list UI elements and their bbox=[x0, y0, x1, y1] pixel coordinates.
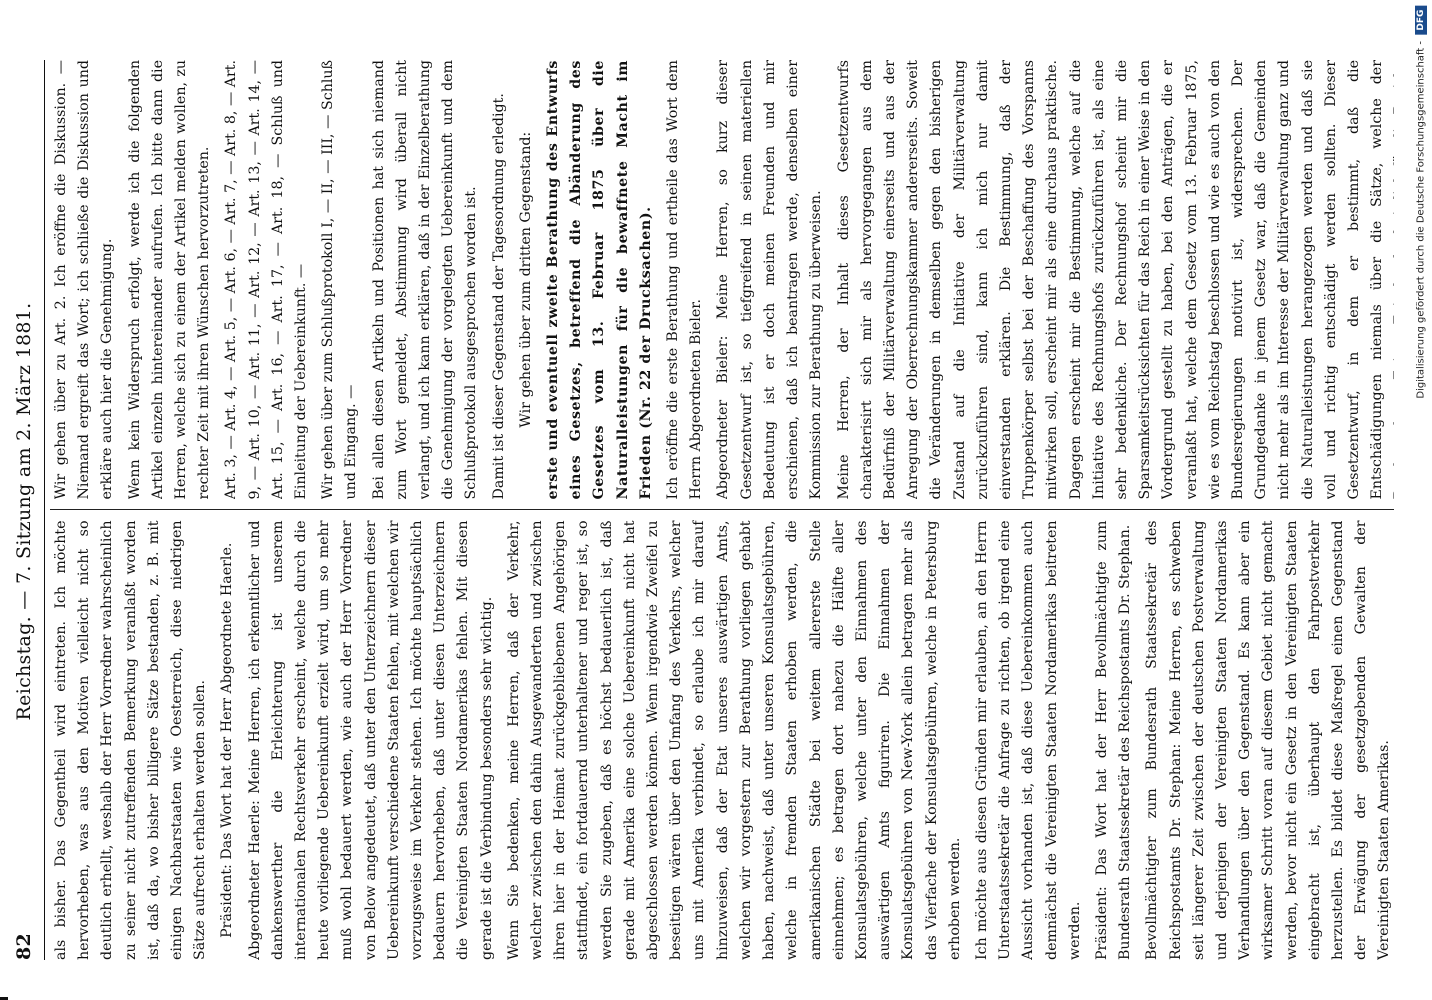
column-left bbox=[50, 521, 1394, 961]
paragraph: Wir gehen über zu Art. 2. Ich eröffne die Diskussion. — Niemand ergreift das Wort; ich schließe die Diskussion und erkläre auch hier die Genehmigung. bbox=[53, 60, 116, 500]
column-right bbox=[50, 60, 1394, 500]
page-number: 82 bbox=[13, 932, 35, 960]
column-divider bbox=[50, 510, 1394, 511]
paragraph-president: Präsident: Das Wort hat der Herr Abgeordnete Haerle. bbox=[219, 542, 236, 938]
digitization-credit bbox=[1410, 0, 1432, 1000]
paragraph: Wir gehen über zum Schlußprotokoll I, — II, — III, — Schluß und Eingang. — bbox=[320, 60, 360, 500]
paragraph: Abgeordneter Bieler: Meine Herren, so kurz dieser Gesetzentwurf ist, so tiefgreifend in seinen materiellen Bedeutung ist er doch meinen Freunden und mir erschienen, daß ich beantragen werde, denselben einer Kommission zur Berathung zu überweisen. bbox=[715, 60, 825, 500]
paragraph: Bevollmächtigter zum Bundesrath Staatssekretär des Reichspostamts Dr. Stephan: Meine Herren, es schweben seit längerer Zeit zwischen der deutschen Postverwaltung und derjenigen der Vereinigten Staaten Nordamerikas Verhandlungen über den Gegenstand. Es kann aber ein wirksamer Schritt voran auf diesem Gebiet nicht gemacht werden, bevor nicht ein Gesetz in den Vereinigten Staaten eingebracht ist, überhaupt den Fahrpostverkehr herzustellen. Es bildet diese Maßregel einen Gegenstand der Erwägung der gesetzgebenden Gewalten der Vereinigten Staaten Amerikas. bbox=[1144, 520, 1393, 960]
agenda-item-title: erste und eventuell zweite Berathung des Entwurfs eines Gesetzes, betreffend die Abänderung des Gesetzes vom 13. Februar 1875 über die Naturalleistungen für die bewaffnete Macht im Frieden (Nr. 22 der Drucksachen). bbox=[545, 60, 654, 500]
paragraph: Abgeordneter Haerle: Meine Herren, ich erkenntlicher und dankenswerther die Erleichterung ist unserem internationalen Rechtsverkehr erscheint, welche durch die heute vorliegende Uebereinkunft erzielt wird, um so mehr muß wohl bedauert werden, wie auch der Herr Vorredner von Below angedeutet, daß unter den Unterzeichnern dieser Uebereinkunft verschiedene Staaten fehlen, mit welchen wir vorzugsweise im Verkehr stehen. Ich möchte hauptsächlich bedauern hervorheben, daß unter diesen Unterzeichnern die Vereinigten Staaten Nordamerikas fehlen. Mit diesen gerade ist die Verbindung besonders sehr wichtig. bbox=[246, 520, 495, 960]
paragraph: Wir gehen über zum dritten Gegenstand: bbox=[517, 131, 534, 428]
rotated-document-page bbox=[4, 60, 1394, 960]
running-head bbox=[4, 60, 45, 960]
paragraph: Damit ist dieser Gegenstand der Tagesordnung erledigt. bbox=[490, 93, 507, 500]
paragraph: als bisher. Das Gegentheil wird eintreten. Ich möchte hervorheben, was aus den Motiven vielleicht nicht so deutlich erhellt, weshalb der Herr Vorredner wahrscheinlich zu seiner nicht zutreffenden Bemerkung veranlaßt worden ist, daß da, wo bisher billigere Sätze bestanden, z. B. mit einigen Nachbarstaaten wie Oesterreich, diese niedrigen Sätze aufrecht erhalten werden sollen. bbox=[53, 520, 209, 960]
dfg-logo: DFG bbox=[1415, 6, 1427, 35]
paragraph: Wenn Sie bedenken, meine Herren, daß der Verkehr, welcher zwischen den dahin Ausgewanderten und zwischen ihren hier in der Heimat zurückgebliebenen Angehörigen stattfindet, ein fortdauernd unterhaltener und reger ist, so werden Sie zugeben, daß es höchst bedauerlich ist, daß gerade mit Amerika eine solche Uebereinkunft nicht hat abgeschlossen werden können. Wenn irgendwie Zweifel zu beseitigen wären über den Umfang des Verkehrs, welcher uns mit Amerika verbindet, so erlaube ich mir darauf hinzuweisen, daß der Etat unseres auswärtigen Amts, welchen wir vorgestern zur Berathung vorliegen gehabt haben, nachweist, daß unter unseren Konsulatsgebühren, welche in fremden Staaten erhoben werden, die amerikanischen Städte bei weitem allererste Stelle einnehmen; es betragen dort nahezu die Hälfte aller Konsulatsgebühren, welche unter den Einnahmen des auswärtigen Amts figuriren. Die Einnahmen der Konsulatsgebühren von New-York allein betragen mehr als das Vierfache der Konsulatsgebühren, welche in Petersburg erhoben werden. bbox=[505, 520, 963, 960]
credit-text: Digitalisierung gefördert durch die Deutsche Forschungsgemeinschaft - bbox=[1415, 41, 1427, 399]
paragraph: Ich eröffne die erste Berathung und ertheile das Wort dem Herrn Abgeordneten Bieler. bbox=[665, 60, 705, 500]
paragraph-president: Präsident: Das Wort hat der Herr Bevollmächtigte zum Bundesrath Staatssekretär des Reichspostamts Dr. Stephan. bbox=[1093, 520, 1134, 960]
paragraph: Wenn kein Widerspruch erfolgt, werde ich die folgenden Artikel einzeln hintereinander aufrufen. Ich bitte dann die Herren, welche sich zu einem der Artikel melden wollen, zu rechter Zeit mit ihren Wünschen hervorzutreten. bbox=[126, 60, 213, 500]
running-title: Reichstag. — 7. Sitzung am 2. März 1881. bbox=[13, 302, 35, 721]
paragraph: Ich möchte aus diesen Gründen mir erlauben, an den Herrn Unterstaatssekretär die Anfrage zu richten, ob irgend eine Aussicht vorhanden ist, daß diese Uebereinkommen auch demnächst die Vereinigten Staaten Nordamerikas beitreten werden. bbox=[973, 520, 1083, 960]
text-columns bbox=[50, 60, 1394, 960]
paragraph: Meine Herren, der Inhalt dieses Gesetzentwurfs charakterisirt sich mir als hervorgegangen aus dem Bedürfniß der Militärverwaltung einerseits und aus der Anregung der Oberrechnungskammer andererseits. Soweit die Veränderungen in demselben gegen den bisherigen Zustand auf die Initiative der Militärverwaltung zurückzuführen sind, kann ich mich nur damit einverstanden erklären. Die Bestimmung, daß der Truppenkörper selbst bei der Beschaffung des Vorspanns mitwirken soll, erscheint mir als eine durchaus praktische. Dagegen erscheint mir die Bestimmung, welche auf die Initiative des Rechnungshofs zurückzuführen ist, als eine sehr bedenkliche. Der Rechnungshof scheint mir die Sparsamkeitsrücksichten für das Reich in einer Weise in den Vordergrund gestellt zu haben, bei den Anträgen, die er veranlaßt hat, welche dem Gesetz vom 13. Februar 1875, wie es vom Reichstag beschlossen und wie es auch von den Bundesregierungen motivirt ist, widersprechen. Der Grundgedanke in jenem Gesetz war, daß die Gemeinden nicht mehr als im Interesse der Militärverwaltung ganz und die Naturalleistungen herangezogen werden und daß sie voll und richtig entschädigt werden sollten. Dieser Gesetzentwurf, in dem er bestimmt, daß die Entschädigungen niemals über die Sätze, welche der bbox=[835, 60, 1386, 500]
paragraph: Art. 3, — Art. 4, — Art. 5, — Art. 6, — Art. 7, — Art. 8, — Art. 9, — Art. 10, — Art. 11, — Art. 12, — Art. 13, — Art. 14, — Art. 15, — Art. 16, — Art. 17, — Art. 18, — Schluß und Einleitung der Uebereinkunft. — bbox=[223, 60, 310, 500]
paragraph: Bei allen diesen Artikeln und Positionen hat sich niemand zum Wort gemeldet, Abstimmung wird überall nicht verlangt, und ich kann erklären, daß in der Einzelberathung die Genehmigung der vorgelegten Uebereinkunft und dem Schlußprotokoll ausgesprochen worden ist. bbox=[370, 60, 480, 500]
